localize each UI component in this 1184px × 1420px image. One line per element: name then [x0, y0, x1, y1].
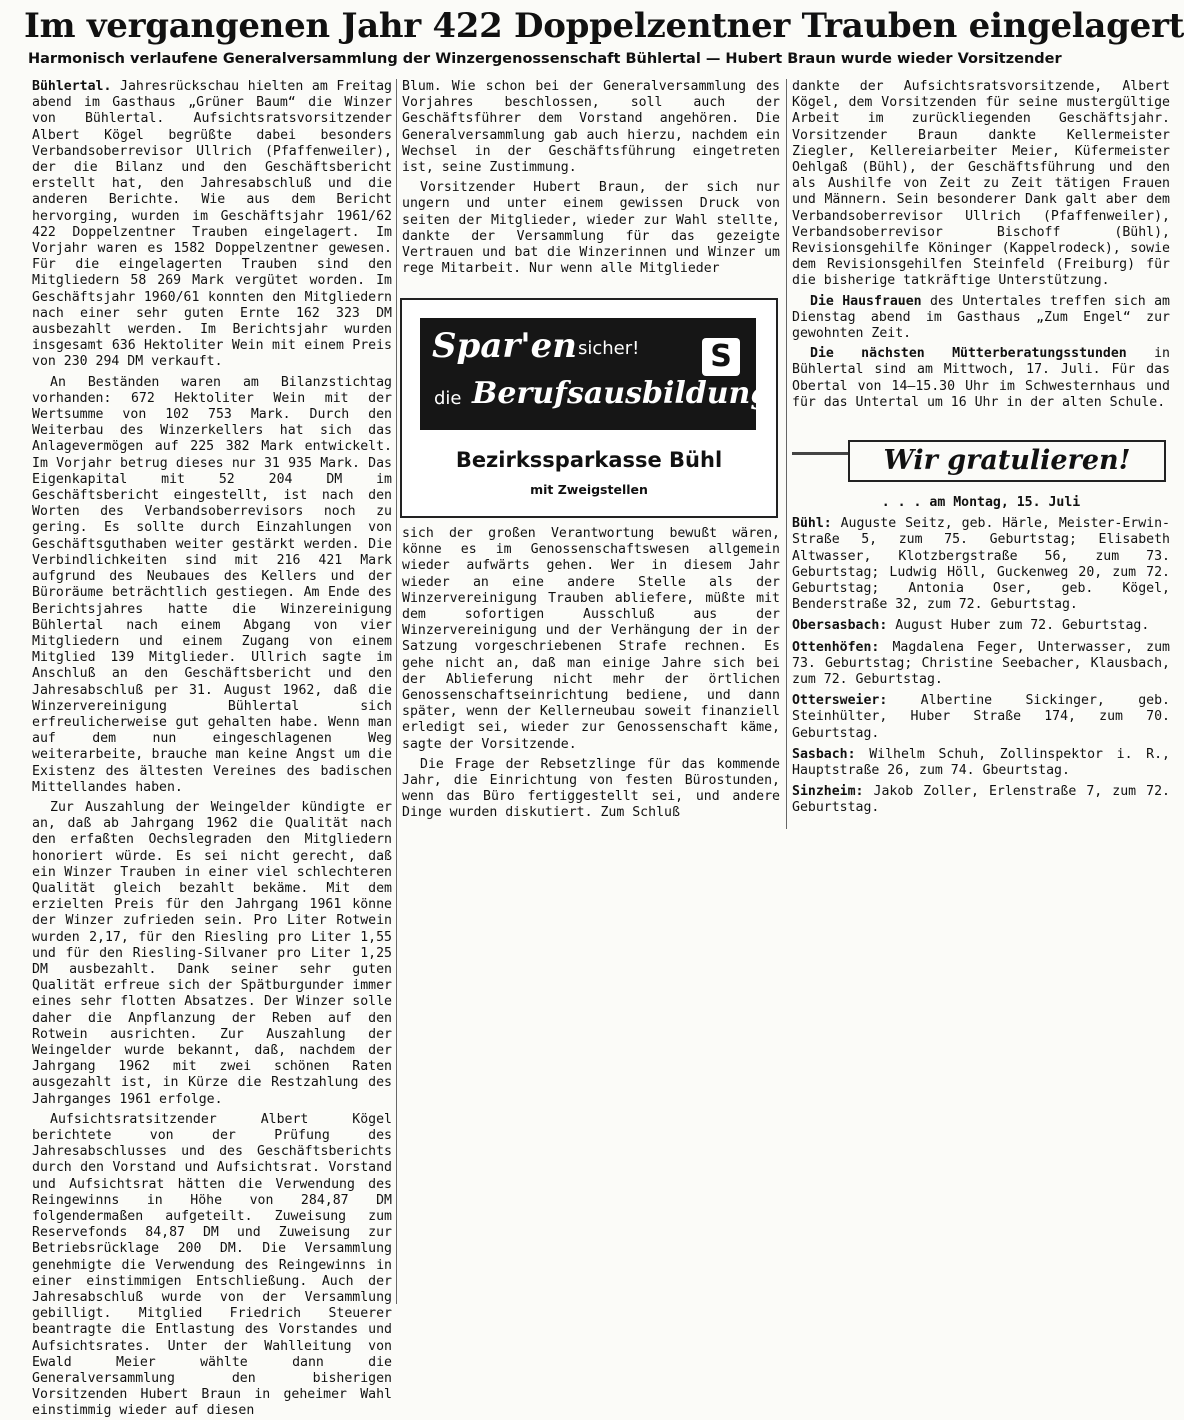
congrats-title-box: Wir gratulieren! — [848, 440, 1166, 482]
entry-text: Jakob Zoller, Erlenstraße 7, zum 72. Geburtstag. — [792, 784, 1170, 816]
article-column-3 — [792, 79, 1170, 415]
congrats-entry — [792, 693, 1170, 742]
entry-text: August Huber zum 72. Geburtstag. — [887, 618, 1150, 634]
ad-slogan-small-1: sicher! — [578, 338, 640, 359]
article-paragraph — [32, 79, 392, 371]
notice-muetterberatung — [792, 346, 1170, 411]
entry-place: Ottersweier: — [792, 693, 888, 709]
article-paragraph: Zur Auszahlung der Weingelder kündigte er an, daß ab Jahrgang 1962 die Qualität nach den erfaßten Oechslegraden den Mitgliedern honoriert würde. Es sei nicht gerecht, daß ein Winzer Trauben in einer viel schlechteren Qualität gleich bezahlt bekäme. Mit dem erzielten Preis für den Jahrgang 1961 könne der Winzer zufrieden sein. Pro Liter Rotwein wurden 2,17, für den Riesling pro Liter 1,55 und für den Riesling-Silvaner pro Liter 1,25 DM ausbezahlt. Dank seiner sehr guten Qualität erfreue sich der Spätburgunder immer eines sehr flotten Absatzes. Der Winzer solle daher die Anpflanzung der Reben auf den Rotwein ausrichten. Zur Auszahlung der Weingelder wurde bekannt, daß, nachdem der Jahrgang 1962 mit zwei schönen Raten ausgezahlt ist, in Kürze die Restzahlung des Jahrganges 1961 erfolge. — [32, 799, 392, 1107]
column-rule-1 — [396, 79, 397, 1304]
notice-text: in Bühlertal sind am Mittwoch, 17. Juli. Für das Obertal von 14—15.30 Uhr im Schwesternhaus und für das Untertal um 16 Uhr in der alten Schule. — [792, 346, 1170, 410]
article-paragraph: Vorsitzender Hubert Braun, der sich nur ungern und unter einem gewissen Druck von seiten der Mitglieder, wieder zur Wahl stellte, dankte der Versammlung für das gezeigte Vertrauen und bat die Winzerinnen und Winzer um rege Mitarbeit. Nur wenn alle Mitglieder — [402, 180, 780, 277]
entry-place: Sinzheim: — [792, 784, 864, 800]
sparkasse-advertisement — [400, 298, 778, 518]
congrats-divider — [792, 452, 848, 455]
entry-place: Obersasbach: — [792, 618, 888, 634]
notice-text: des Untertales treffen sich am Dienstag abend im Gasthaus „Zum Engel“ zur gewohnten Zeit. — [792, 293, 1170, 342]
entry-place: Sasbach: — [792, 746, 856, 762]
article-column-2-continued — [402, 526, 780, 826]
congrats-list — [792, 495, 1170, 822]
article-paragraph: Blum. Wie schon bei der Generalversammlung des Vorjahres beschlossen, soll auch der Geschäftsführer dem Vorstand angehören. Die Generalversammlung gab auch hierzu, nachdem ein Wechsel in der Geschäftsführung eingetreten ist, seine Zustimmung. — [402, 79, 780, 176]
sparkasse-logo-icon: S — [702, 338, 740, 376]
notice-hausfrauen — [792, 294, 1170, 343]
ad-bank-name: Bezirkssparkasse Bühl — [455, 448, 723, 472]
ad-slogan-panel — [420, 318, 772, 430]
ad-branch-note: mit Zweigstellen — [530, 482, 648, 497]
article-column-2 — [402, 79, 780, 281]
entry-text: Auguste Seitz, geb. Härle, Meister-Erwin-Straße 5, zum 75. Geburtstag; Elisabeth Altwasser, Klotzbergstraße 56, zum 73. Geburtstag; Ludwig Höll, Guckenweg 20, zum 72. Geburtstag; Antonia Oser, geb. Kögel, Benderstraße 32, zum 72. Geburtstag. — [792, 516, 1170, 613]
entry-text: Albertine Sickinger, geb. Steinhülter, Huber Straße 174, zum 70. Geburtstag. — [792, 693, 1170, 741]
congrats-entry — [792, 784, 1170, 816]
congrats-entry — [792, 618, 1170, 634]
dateline: Bühlertal. — [32, 79, 112, 94]
ad-slogan-small-2: die — [434, 388, 462, 409]
article-paragraph: Die Frage der Rebsetzlinge für das kommende Jahr, die Einrichtung von festen Bürostunden, wenn das Büro fertiggestellt sei, und andere Dinge wurden diskutiert. Zum Schluß — [402, 756, 780, 821]
notice-lead: Die Hausfrauen — [810, 293, 922, 309]
entry-text: Wilhelm Schuh, Zollinspektor i. R., Hauptstraße 26, zum 74. Gbeurtstag. — [792, 746, 1170, 779]
entry-text: Magdalena Feger, Unterwasser, zum 73. Geburtstag; Christine Seebacher, Klausbach, zum 72. Geburtstag. — [792, 639, 1170, 688]
ad-slogan-word-2: Berufsausbildung — [472, 376, 772, 411]
congrats-date: . . . am Montag, 15. Juli — [881, 495, 1081, 510]
congrats-entry — [792, 747, 1170, 779]
article-paragraph: sich der großen Verantwortung bewußt wären, könne es im Genossenschaftswesen allgemein wieder aufwärts gehen. Wer in diesem Jahr wieder an eine andere Stelle als der Winzervereinigung Trauben abliefere, müßte mit dem sofortigen Ausschluß aus der Winzervereinigung und der Verhängung der in der Satzung vorgeschriebenen Strafe rechnen. Es gehe nicht an, daß man einige Jahre sich bei der Ablieferung nicht mehr der örtlichen Genossenschaftseinrichtung bediene, und dann später, wenn der Kellerneubau soweit finanziell erledigt sei, wieder zur Genossenschaft käme, sagte der Vorsitzende. — [402, 526, 780, 752]
ad-slogan-word-1: Spar'en — [432, 326, 578, 366]
congrats-entry — [792, 516, 1170, 613]
subheadline: Harmonisch verlaufene Generalversammlung der Winzergenossenschaft Bühlertal — Hubert Braun wurde wieder Vorsitzender — [28, 51, 1062, 67]
congrats-entry — [792, 640, 1170, 689]
paragraph-text: Jahresrückschau hielten am Freitag abend im Gasthaus „Grüner Baum“ die Winzer von Bühlertal. Aufsichtsratsvorsitzender Albert Kögel begrüßte dabei besonders Verbandsoberrevisor Ullrich (Pfaffenweiler), der die Bilanz und den Geschäftsbericht erstellt hat, den Jahresabschluß und die anderen Berichte. Wie aus dem Bericht hervorging, wurden im Geschäftsjahr 1961/62 422 Doppelzentner Trauben eingelagert. Im Vorjahr waren es 1582 Doppelzentner gewesen. Für die eingelagerten Trauben sind den Mitgliedern 58 269 Mark vergütet worden. Im Geschäftsjahr 1960/61 konnten den Mitgliedern nach einer sehr guten Ernte 162 323 DM ausbezahlt werden. Im Berichtsjahr wurden insgesamt 636 Hektoliter Wein mit einem Preis von 230 294 DM verkauft. — [32, 79, 392, 370]
entry-place: Ottenhöfen: — [792, 639, 880, 655]
article-paragraph: An Beständen waren am Bilanzstichtag vorhanden: 672 Hektoliter Wein mit der Wertsumme von 102 753 Mark. Durch den Weiterbau des Winzerkellers hat sich das Anlagevermögen auf 225 382 Mark entwickelt. Im Vorjahr betrug dieses nur 31 935 Mark. Das Eigenkapital mit 52 204 DM im Geschäftsbericht eingestellt, ist nach den Worten des Verbandsoberrevisors noch zu gering. Es sollte durch Einzahlungen von Geschäftsguthaben weiter gestärkt werden. Die Verbindlichkeiten sind mit 216 421 Mark aufgrund des Neubaues des Kellers und der Büroräume beträchtlich gestiegen. Am Ende des Berichtsjahres hatte die Winzereinigung Bühlertal nach einem Abgang von vier Mitgliedern und einem Zugang von einem Mitglied 139 Mitglieder. Ullrich sagte im Anschluß an den Geschäftsbericht und den Jahresabschluß per 31. August 1962, daß die Winzervereinigung Bühlertal sich erfreulicherweise gut gehalten habe. Wenn man auf dem nun eingeschlagenen Weg weiterarbeite, brauche man keine Angst um die Existenz des ältesten Vereines des badischen Mittellandes haben. — [32, 374, 392, 795]
headline: Im vergangenen Jahr 422 Doppelzentner Trauben eingelagert — [24, 6, 1184, 46]
article-paragraph: Aufsichtsratsitzender Albert Kögel berichtete von der Prüfung des Jahresabschlusses und des Geschäftsberichts durch den Vorstand und Aufsichtsrat. Vorstand und Aufsichtsrat hätten die Verwendung des Reingewinns in Höhe von 284,87 DM folgendermaßen aufgeteilt. Zuweisung zum Reservefonds 84,87 DM und Zuweisung zur Betriebsrücklage 200 DM. Die Versammlung genehmigte die Verwendung des Reingewinns in einer einstimmigen Entschließung. Auch der Jahresabschluß wurde von der Versammlung gebilligt. Mitglied Friedrich Steuerer beantragte die Entlastung des Vorstandes und Aufsichtsrates. Unter der Wahlleitung von Ewald Meier wählte dann die Generalversammlung den bisherigen Vorsitzenden Hubert Braun in geheimer Wahl einstimmig wieder auf diesen — [32, 1111, 392, 1419]
entry-place: Bühl: — [792, 516, 832, 532]
notice-lead: Die nächsten Mütterberatungsstunden — [810, 346, 1127, 362]
column-rule-2 — [786, 79, 787, 829]
article-column-1 — [32, 79, 392, 1419]
article-paragraph: dankte der Aufsichtsratsvorsitzende, Albert Kögel, dem Vorsitzenden für seine mustergültige Arbeit im zurückliegenden Geschäftsjahr. Vorsitzender Braun dankte Kellermeister Ziegler, Kellereiarbeiter Meier, Küfermeister Oehlgaß (Bühl), der Geschäftsführung und den als Aushilfe von Zeit zu Zeit tätigen Frauen und Männern. Sein besonderer Dank galt aber dem Verbandsoberrevisor Ullrich (Pfaffenweiler), Verbandsoberrevisor Bischoff (Bühl), Revisionsgehilfe Köninger (Kappelrodeck), sowie dem Revisionsgehilfen Steinfeld (Freiburg) für die bisherige tatkräftige Unterstützung. — [792, 79, 1170, 289]
